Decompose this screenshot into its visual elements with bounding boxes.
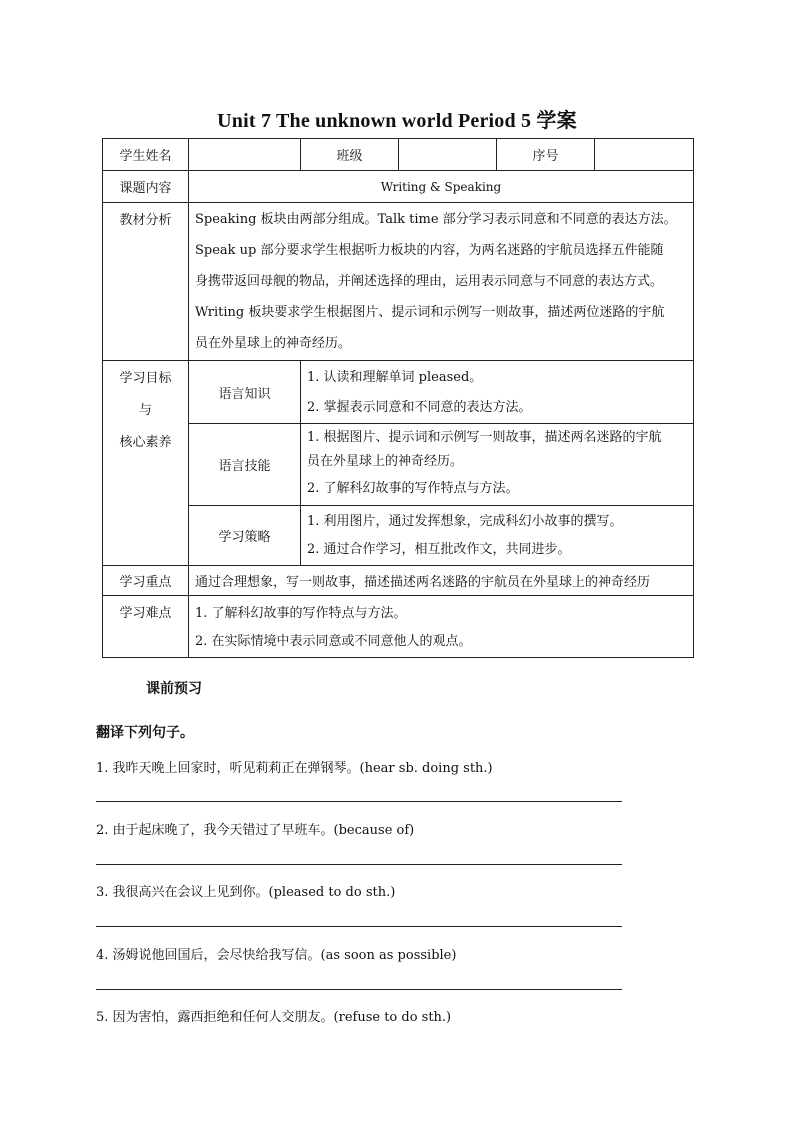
analysis-line: 身携带返回母舰的物品，并阐述选择的理由，运用表示同意与不同意的表达方式。 — [195, 274, 664, 289]
lesson-plan-table — [102, 138, 694, 658]
goal-item: 2. 通过合作学习，相互批改作文，共同进步。 — [307, 541, 571, 557]
question-1: 1. 我昨天晚上回家时，听见莉莉正在弹钢琴。(hear sb. doing sth.) — [96, 761, 493, 776]
number-field[interactable] — [595, 139, 694, 171]
goal-item: 1. 根据图片、提示词和示例写一则故事，描述两名迷路的宇航 — [307, 429, 662, 445]
goal-category-label: 学习策略 — [189, 506, 301, 566]
goals-row-knowledge — [103, 361, 694, 424]
difficulty-label: 学习难点 — [103, 596, 189, 658]
preview-heading: 课前预习 — [146, 681, 202, 697]
goals-label — [103, 361, 189, 566]
goals-label-line: 核心素养 — [119, 435, 172, 450]
answer-line-1[interactable] — [96, 801, 622, 802]
question-5: 5. 因为害怕，露西拒绝和任何人交朋友。(refuse to do sth.) — [96, 1010, 452, 1025]
goals-label-line: 与 — [138, 403, 152, 418]
focus-value: 通过合理想象，写一则故事，描述描述两名迷路的宇航员在外星球上的神奇经历 — [189, 566, 694, 596]
difficulty-item: 2. 在实际情境中表示同意或不同意他人的观点。 — [195, 634, 472, 649]
goal-category-label: 语言技能 — [189, 424, 301, 506]
number-label: 序号 — [497, 139, 595, 171]
goal-category-label: 语言知识 — [189, 361, 301, 424]
goal-item: 员在外星球上的神奇经历。 — [307, 453, 464, 469]
goal-items — [301, 361, 694, 424]
answer-line-3[interactable] — [96, 926, 622, 927]
question-4: 4. 汤姆说他回国后，会尽快给我写信。(as soon as possible) — [96, 948, 457, 963]
difficulty-item: 1. 了解科幻故事的写作特点与方法。 — [195, 606, 407, 621]
goal-items — [301, 424, 694, 506]
class-label: 班级 — [301, 139, 399, 171]
goal-item: 1. 认读和理解单词 pleased。 — [307, 370, 483, 385]
analysis-line: Speaking 板块由两部分组成。Talk time 部分学习表示同意和不同意的表达方法。 — [195, 212, 677, 227]
analysis-line: Speak up 部分要求学生根据听力板块的内容，为两名迷路的宇航员选择五件能随 — [195, 243, 664, 258]
topic-row — [103, 171, 694, 203]
analysis-label: 教材分析 — [103, 203, 189, 361]
class-field[interactable] — [399, 139, 497, 171]
preview-instruction: 翻译下列句子。 — [96, 725, 194, 741]
difficulty-items — [189, 596, 694, 658]
focus-label: 学习重点 — [103, 566, 189, 596]
analysis-row — [103, 203, 694, 361]
page-title: Unit 7 The unknown world Period 5 学案 — [217, 110, 577, 132]
student-name-field[interactable] — [189, 139, 301, 171]
goals-row-strategy — [103, 506, 694, 566]
analysis-line: 员在外星球上的神奇经历。 — [195, 336, 352, 351]
analysis-line: Writing 板块要求学生根据图片、提示词和示例写一则故事，描述两位迷路的宇航 — [195, 305, 665, 320]
answer-line-4[interactable] — [96, 989, 622, 990]
question-2: 2. 由于起床晚了，我今天错过了早班车。(because of) — [96, 823, 415, 838]
goal-item: 2. 掌握表示同意和不同意的表达方法。 — [307, 400, 532, 415]
analysis-text — [189, 203, 694, 361]
question-3: 3. 我很高兴在会议上见到你。(pleased to do sth.) — [96, 885, 396, 900]
goal-item: 2. 了解科幻故事的写作特点与方法。 — [307, 480, 519, 496]
goal-item: 1. 利用图片，通过发挥想象，完成科幻小故事的撰写。 — [307, 513, 623, 529]
goal-items — [301, 506, 694, 566]
answer-line-2[interactable] — [96, 864, 622, 865]
topic-label: 课题内容 — [103, 171, 189, 203]
focus-row — [103, 566, 694, 596]
difficulty-row — [103, 596, 694, 658]
goals-row-skills — [103, 424, 694, 506]
student-name-label: 学生姓名 — [103, 139, 189, 171]
topic-value: Writing & Speaking — [189, 171, 694, 203]
student-info-row — [103, 139, 694, 171]
goals-label-line: 学习目标 — [119, 371, 172, 386]
